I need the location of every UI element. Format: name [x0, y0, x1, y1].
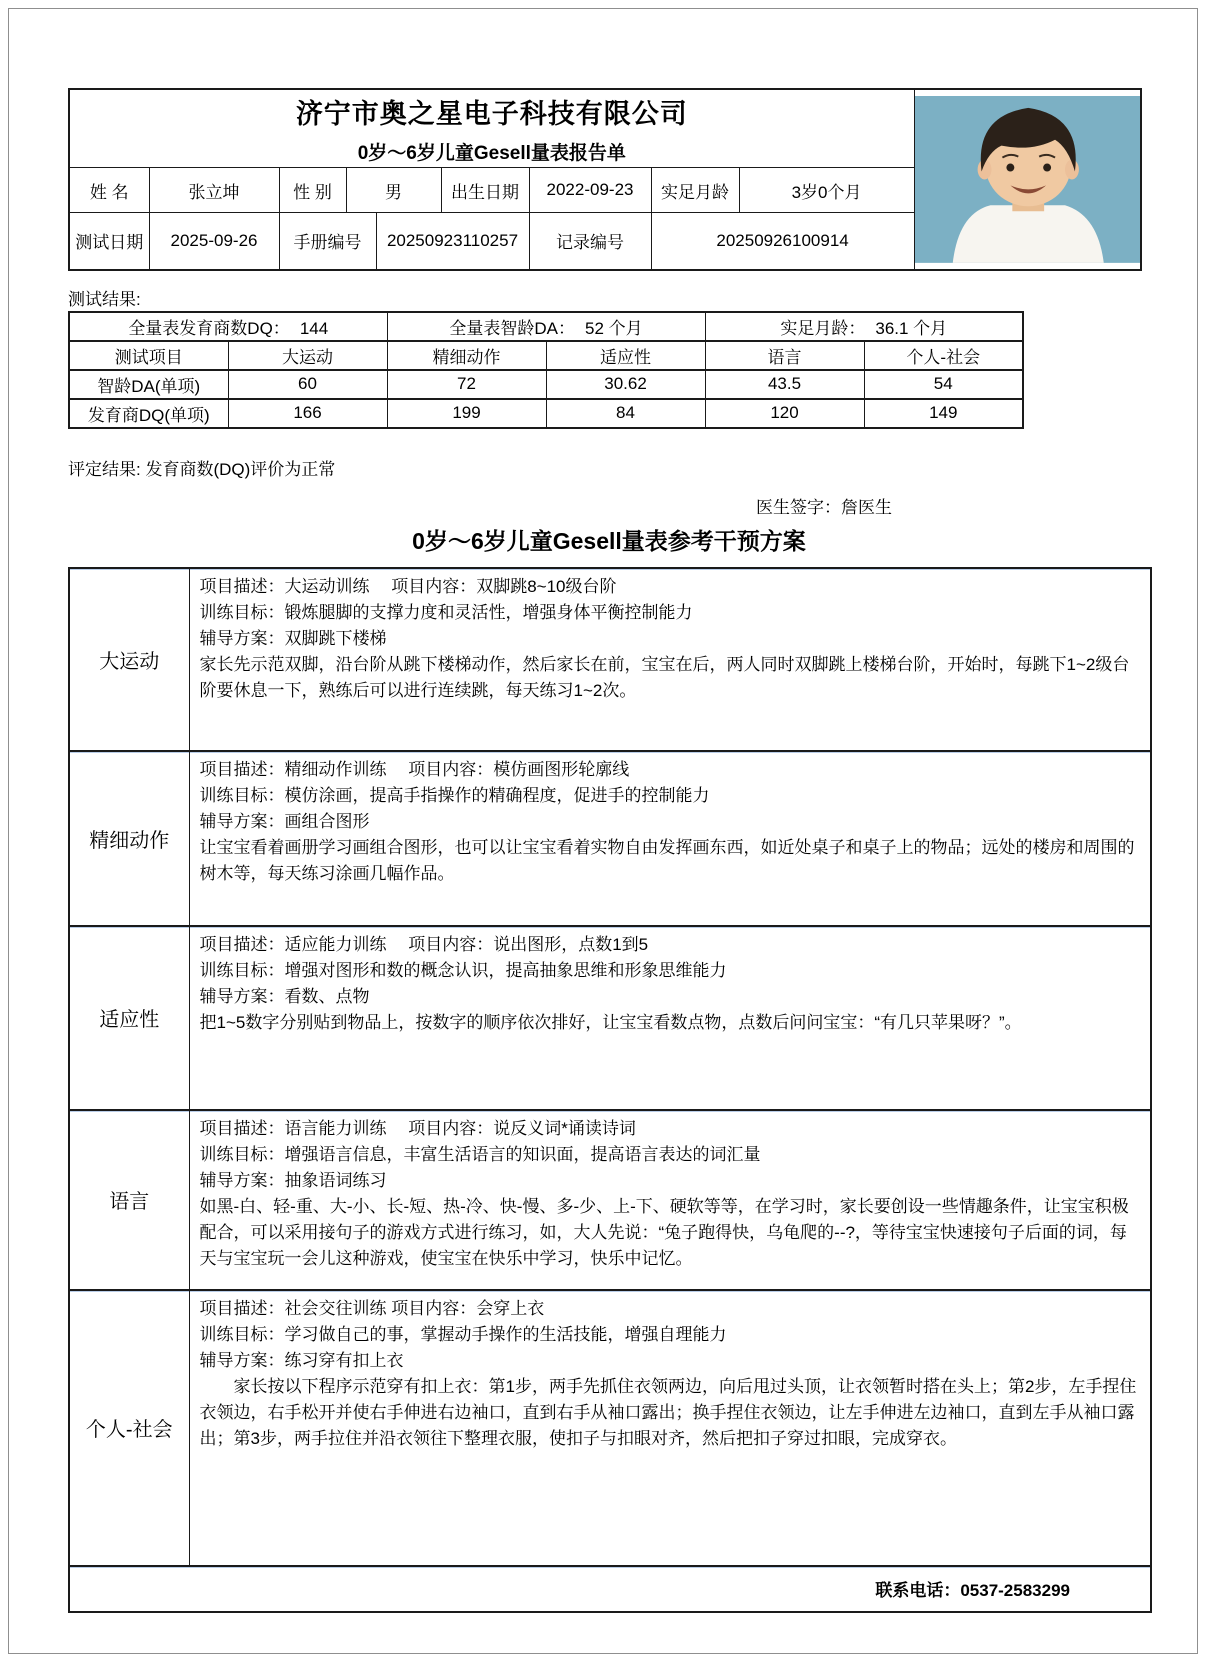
assessment-label: 评定结果:	[68, 459, 141, 479]
section-method: 辅导方案：画组合图形	[199, 811, 370, 831]
section-goal: 训练目标：模仿涂画，提高手指操作的精确程度，促进手的控制能力	[199, 785, 710, 805]
plan-footer-row	[69, 1566, 1151, 1612]
section-content	[189, 568, 1151, 751]
column-header: 语言	[705, 341, 864, 370]
da-value: 30.62	[546, 370, 705, 399]
name-label: 姓 名	[69, 168, 149, 213]
section-method: 辅导方案：双脚跳下楼梯	[199, 628, 387, 648]
report-title: 0岁～6岁儿童Gesell量表报告单	[357, 143, 626, 164]
section-content	[189, 1110, 1151, 1290]
summary-age-value: 36.1 个月	[875, 318, 948, 338]
da-row-label: 智龄DA(单项)	[69, 370, 228, 399]
summary-age-label: 实足月龄：	[780, 318, 866, 338]
plan-row-gross-motor	[69, 568, 1151, 751]
section-body: 让宝宝看着画册学习画组合图形，也可以让宝宝看着实物自由发挥画东西，如近处桌子和桌子上的物品；远处的楼房和周围的树木等，每天练习涂画几幅作品。	[199, 837, 1135, 883]
summary-dq-cell	[69, 312, 387, 341]
section-label: 适应性	[69, 926, 189, 1110]
age-value: 3岁0个月	[739, 168, 914, 213]
plan-title: 0岁～6岁儿童Gesell量表参考干预方案	[412, 527, 806, 554]
summary-dq-value: 144	[299, 318, 329, 338]
birth-label: 出生日期	[441, 168, 529, 213]
section-desc: 项目描述：社会交往训练 项目内容：会穿上衣	[199, 1298, 545, 1318]
report-header-table	[68, 88, 1142, 271]
section-desc: 项目描述：精细动作训练 项目内容：模仿画图形轮廓线	[199, 759, 630, 779]
results-summary-row	[69, 312, 1023, 341]
section-label: 语言	[69, 1110, 189, 1290]
gender-value: 男	[346, 168, 441, 213]
name-value: 张立坤	[149, 168, 279, 213]
dq-value: 120	[705, 399, 864, 428]
section-desc: 项目描述：大运动训练 项目内容：双脚跳8~10级台阶	[199, 576, 617, 596]
report-content	[68, 88, 1150, 1613]
section-body: 如黑-白、轻-重、大-小、长-短、热-冷、快-慢、多-少、上-下、硬软等等，在学习时，家长要创设一些情趣条件，让宝宝积极配合，可以采用接句子的游戏方式进行练习，如，大人先说：“兔子跑得快，乌龟爬的--?，等待宝宝快速接句子后面的词，每天与宝宝玩一会儿这种游戏，使宝宝在快乐中学习，快乐中记忆。	[199, 1196, 1129, 1268]
summary-age-cell	[705, 312, 1023, 341]
section-content	[189, 926, 1151, 1110]
summary-dq-label: 全量表发育商数DQ：	[128, 318, 290, 338]
manual-no-label: 手册编号	[279, 213, 376, 270]
section-method: 辅导方案：练习穿有扣上衣	[199, 1350, 404, 1370]
intervention-plan-table	[68, 567, 1152, 1613]
record-no-value: 20250926100914	[651, 213, 914, 270]
child-photo	[914, 89, 1141, 270]
dq-value: 84	[546, 399, 705, 428]
dq-row-label: 发育商DQ(单项)	[69, 399, 228, 428]
column-header: 测试项目	[69, 341, 228, 370]
assessment-result	[68, 455, 1150, 477]
company-name: 济宁市奥之星电子科技有限公司	[295, 99, 688, 129]
doctor-signature	[68, 493, 1150, 515]
column-header: 精细动作	[387, 341, 546, 370]
column-header: 个人-社会	[864, 341, 1023, 370]
test-date-label: 测试日期	[69, 213, 149, 270]
section-body: 家长按以下程序示范穿有扣上衣：第1步，两手先抓住衣领两边，向后甩过头顶，让衣领暂时搭在头上；第2步，左手捏住衣领边，右手松开并使右手伸进右边袖口，直到右手从袖口露出；换手捏住衣领边，让左手伸进左边袖口，直到左手从袖口露出；第3步，两手拉住并沿衣领往下整理衣服，使扣子与扣眼对齐，然后把扣子穿过扣眼，完成穿衣。	[199, 1376, 1137, 1448]
results-section-label: 测试结果:	[68, 289, 141, 309]
manual-no-value: 20250923110257	[376, 213, 529, 270]
da-value: 54	[864, 370, 1023, 399]
results-table	[68, 311, 1024, 429]
dq-value: 149	[864, 399, 1023, 428]
da-value: 43.5	[705, 370, 864, 399]
birth-value: 2022-09-23	[529, 168, 651, 213]
section-method: 辅导方案：看数、点物	[199, 986, 370, 1006]
summary-da-cell	[387, 312, 705, 341]
column-header: 适应性	[546, 341, 705, 370]
section-desc: 项目描述：适应能力训练 项目内容：说出图形，点数1到5	[199, 934, 649, 954]
record-no-label: 记录编号	[529, 213, 651, 270]
section-desc: 项目描述：语言能力训练 项目内容：说反义词*诵读诗词	[199, 1118, 636, 1138]
section-goal: 训练目标：增强语言信息，丰富生活语言的知识面，提高语言表达的词汇量	[199, 1144, 761, 1164]
contact-phone: 联系电话：0537-2583299	[69, 1566, 1151, 1612]
section-body: 家长先示范双脚，沿台阶从跳下楼梯动作，然后家长在前，宝宝在后，两人同时双脚跳上楼梯台阶，开始时，每跳下1~2级台阶要休息一下，熟练后可以进行连续跳，每天练习1~2次。	[199, 654, 1130, 700]
results-columns-row	[69, 341, 1023, 370]
column-header: 大运动	[228, 341, 387, 370]
section-goal: 训练目标：锻炼腿脚的支撑力度和灵活性，增强身体平衡控制能力	[199, 602, 693, 622]
section-content	[189, 1290, 1151, 1566]
summary-da-label: 全量表智龄DA：	[449, 318, 575, 338]
section-body: 把1~5数字分别贴到物品上，按数字的顺序依次排好，让宝宝看数点物，点数后问问宝宝：“有几只苹果呀？”。	[199, 1012, 1022, 1032]
section-goal: 训练目标：增强对图形和数的概念认识，提高抽象思维和形象思维能力	[199, 960, 727, 980]
plan-row-language	[69, 1110, 1151, 1290]
title-cell	[69, 89, 914, 168]
plan-row-adaptability	[69, 926, 1151, 1110]
test-date-value: 2025-09-26	[149, 213, 279, 270]
section-label: 大运动	[69, 568, 189, 751]
doctor-signature-label: 医生签字：	[756, 497, 841, 517]
summary-da-value: 52 个月	[585, 318, 643, 338]
age-label: 实足月龄	[651, 168, 739, 213]
doctor-name: 詹医生	[841, 497, 892, 517]
results-da-row	[69, 370, 1023, 399]
results-dq-row	[69, 399, 1023, 428]
da-value: 72	[387, 370, 546, 399]
gender-label: 性 别	[279, 168, 346, 213]
dq-value: 166	[228, 399, 387, 428]
da-value: 60	[228, 370, 387, 399]
section-method: 辅导方案：抽象语词练习	[199, 1170, 387, 1190]
section-label: 精细动作	[69, 751, 189, 926]
plan-row-personal-social	[69, 1290, 1151, 1566]
child-photo-illustration	[915, 96, 1141, 263]
section-content	[189, 751, 1151, 926]
section-label: 个人-社会	[69, 1290, 189, 1566]
assessment-text: 发育商数(DQ)评价为正常	[145, 459, 336, 479]
plan-row-fine-motor	[69, 751, 1151, 926]
section-goal: 训练目标：学习做自己的事，掌握动手操作的生活技能，增强自理能力	[199, 1324, 727, 1344]
dq-value: 199	[387, 399, 546, 428]
